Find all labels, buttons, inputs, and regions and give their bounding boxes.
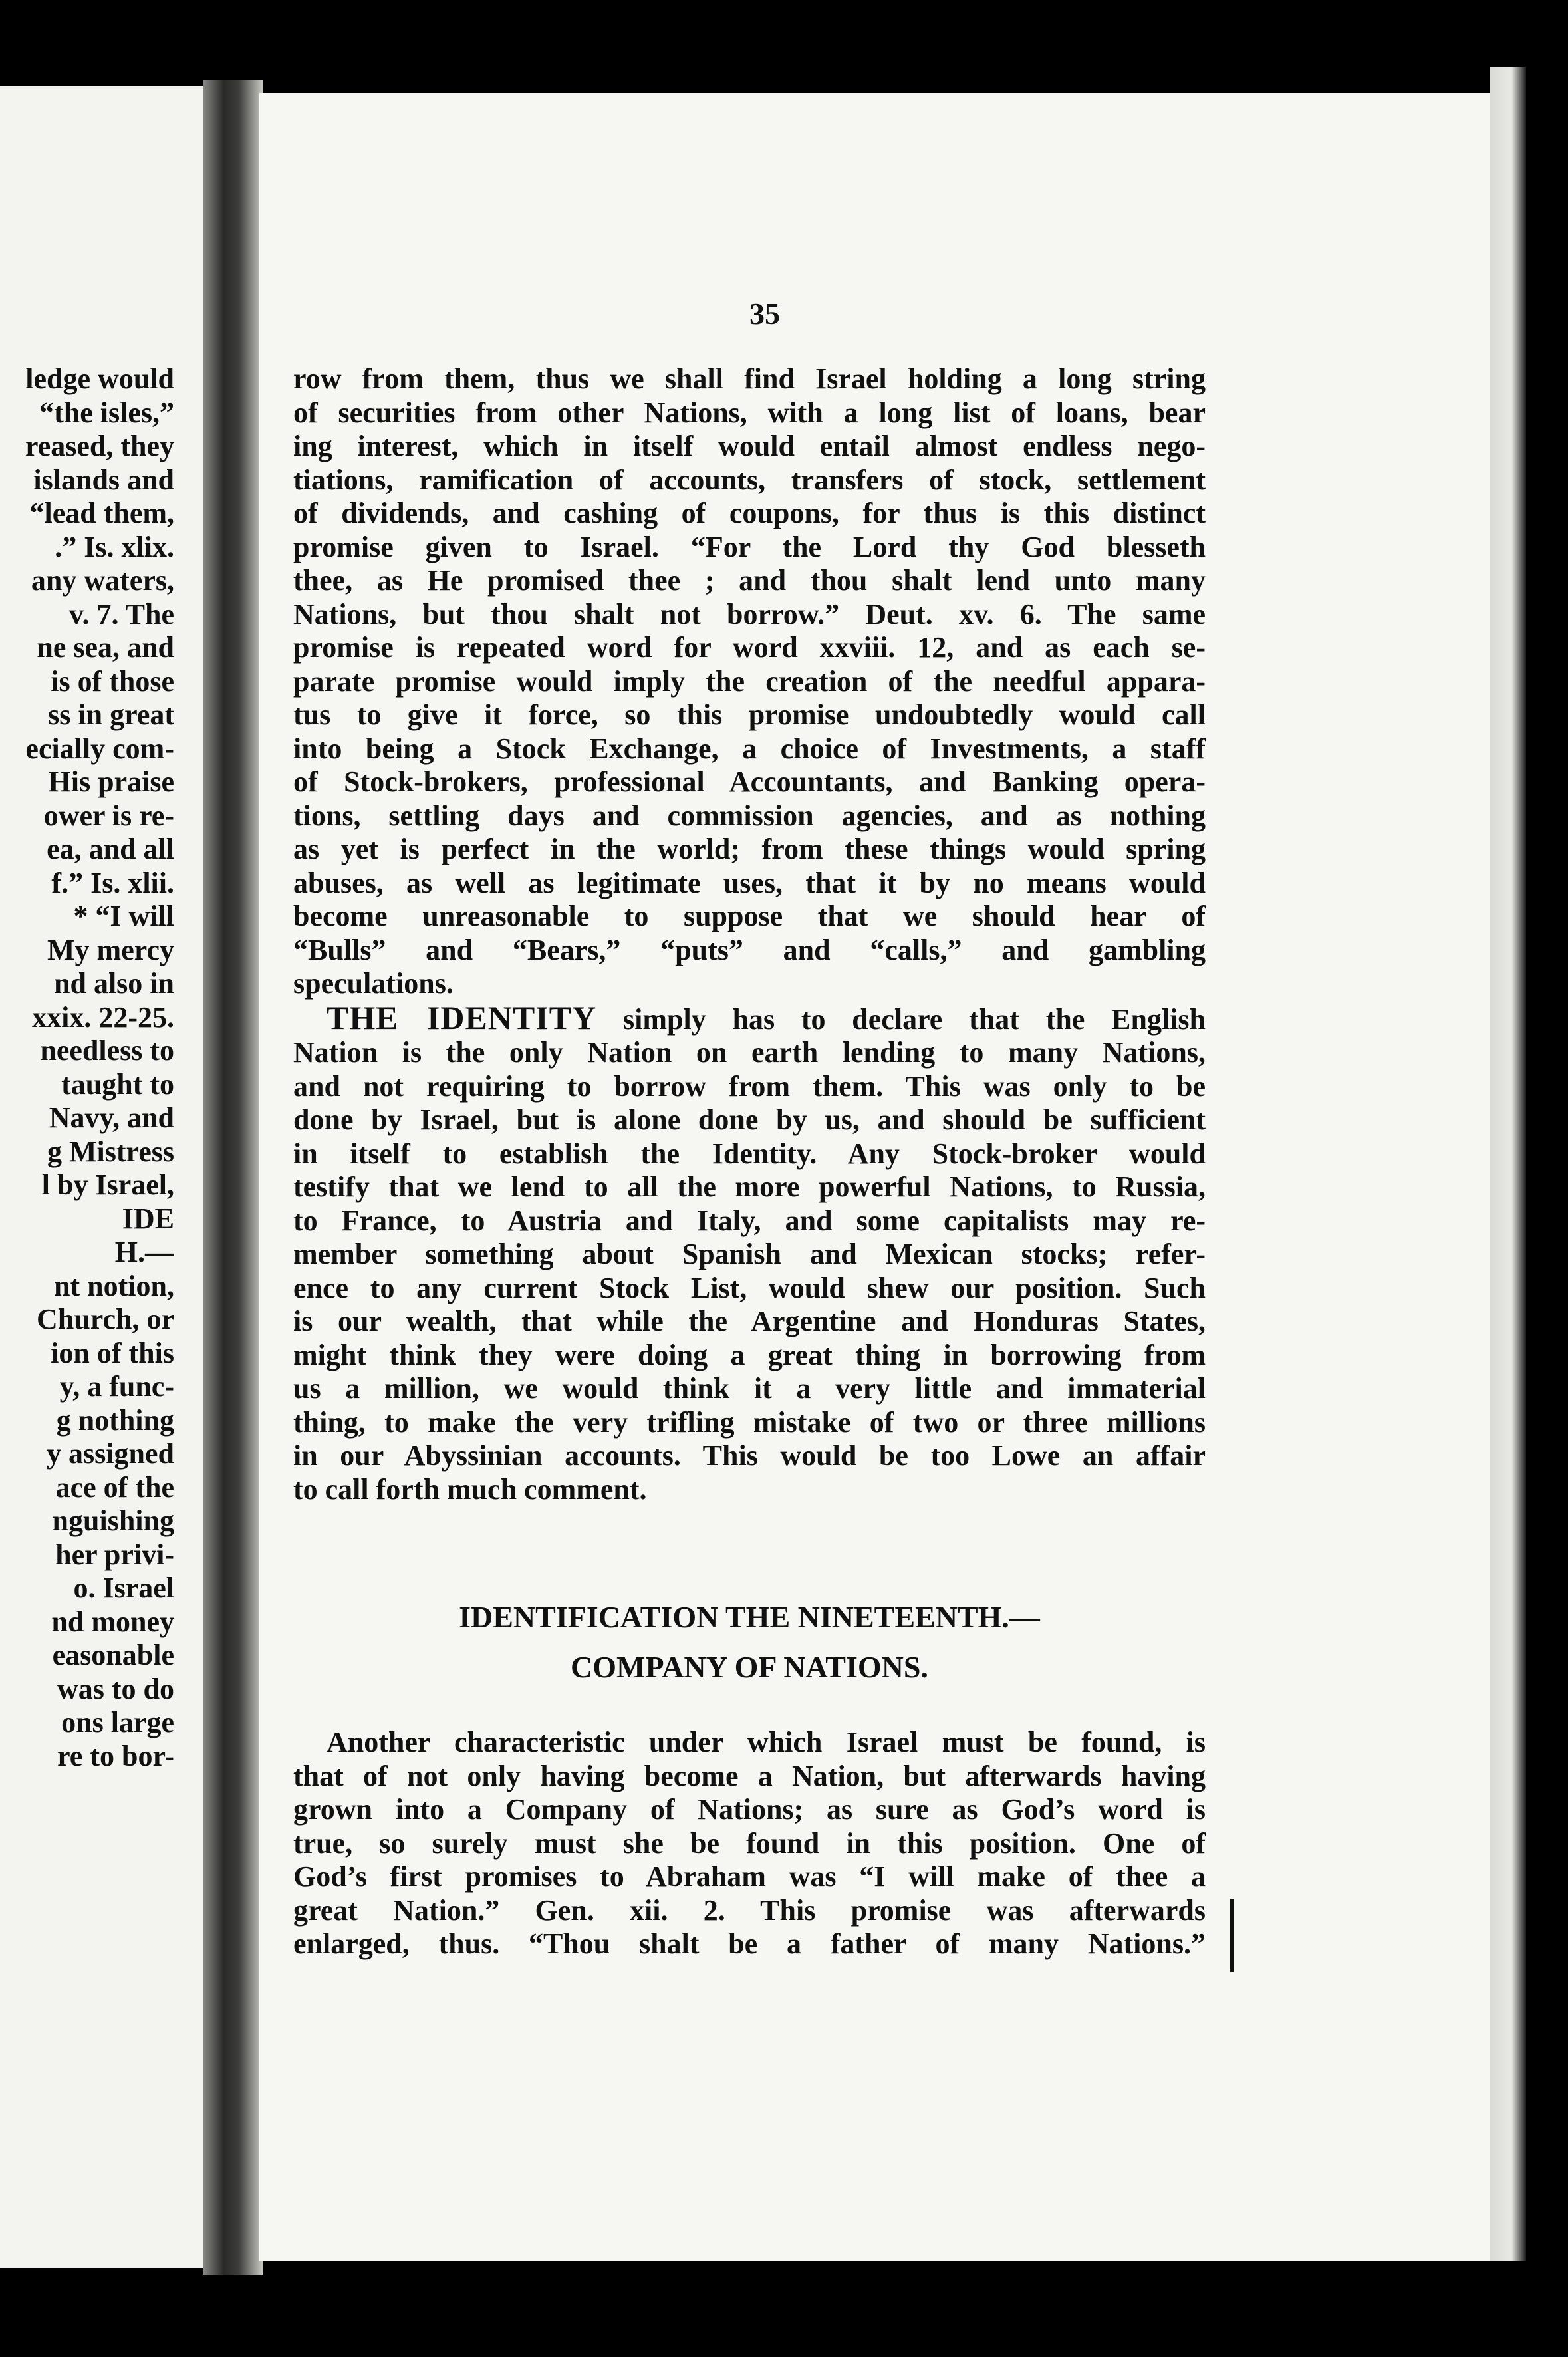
text-line: ea, and all (47, 833, 174, 865)
identity-lead-line (293, 1001, 1206, 1037)
text-line: to France, to Austria and Italy, and some capitalists may re- (293, 1204, 1206, 1237)
text-line: tus to give it force, so this promise undoubtedly would call (293, 698, 1206, 731)
text-line: y, a func- (59, 1370, 174, 1403)
text-line: ons large (61, 1706, 174, 1738)
text-line: ecially com- (25, 732, 174, 765)
text-line: g nothing (56, 1403, 174, 1437)
text-line: ne sea, and (37, 631, 174, 664)
text-line: of securities from other Nations, with a long list of loans, bear (293, 396, 1206, 429)
text-line: done by Israel, but is alone done by us, and should be sufficient (293, 1103, 1206, 1136)
text-line: is our wealth, that while the Argentine and Honduras States, (293, 1305, 1206, 1337)
text-line: y assigned (47, 1437, 174, 1470)
text-line: Church, or (37, 1303, 174, 1335)
text-line: reased, they (25, 430, 174, 462)
section-subheading: COMPANY OF NATIONS. (571, 1650, 928, 1684)
text-line: taught to (61, 1067, 174, 1101)
text-line: great Nation.” Gen. xii. 2. This promise was afterwards (293, 1893, 1206, 1927)
text-line: abuses, as well as legitimate uses, that it by no means would (293, 866, 1206, 899)
text-line: God’s first promises to Abraham was “I will make of thee a (293, 1860, 1206, 1893)
text-line: her privi- (55, 1538, 174, 1571)
margin-mark (1230, 1899, 1234, 1972)
company-of-nations-column (293, 1726, 1206, 1961)
text-line: H.— (114, 1236, 174, 1268)
text-line: IDE (122, 1202, 174, 1235)
text-line: of dividends, and cashing of coupons, for thus is this distinct (293, 497, 1206, 529)
text-line: l by Israel, (41, 1169, 174, 1201)
section-heading: IDENTIFICATION THE NINETEENTH.— (459, 1600, 1040, 1634)
text-line: Another characteristic under which Israel must be found, is (327, 1726, 1206, 1758)
text-line: ss in great (48, 698, 174, 731)
identity-lead: THE IDENTITY (327, 1000, 597, 1036)
text-line: nd money (51, 1605, 174, 1638)
text-line: parate promise would imply the creation of the needful appara- (293, 664, 1206, 698)
text-line: is of those (51, 664, 174, 698)
text-line: “lead them, (29, 497, 174, 529)
text-line: f.” Is. xlii. (51, 866, 174, 899)
text-line: tions, settling days and commission agencies, and as nothing (293, 799, 1206, 832)
text-line: My mercy (47, 933, 174, 966)
page-edge (1490, 67, 1526, 2261)
text-line: g Mistress (47, 1135, 174, 1168)
text-line: and not requiring to borrow from them. This was only to be (293, 1069, 1206, 1103)
text-line: that of not only having become a Nation, but afterwards having (293, 1759, 1206, 1792)
text-line: might think they were doing a great thing in borrowing from (293, 1338, 1206, 1371)
text-line: nguishing (52, 1504, 174, 1537)
text-line: ledge would (25, 362, 174, 395)
text-line: tiations, ramification of accounts, transfers of stock, settlement (293, 463, 1206, 496)
text-line: testify that we lend to all the more powerful Nations, to Russia, (293, 1171, 1206, 1203)
paragraph-identity (293, 1036, 1206, 1506)
text-line: Nation is the only Nation on earth lending to many Nations, (293, 1036, 1206, 1069)
text-line: become unreasonable to suppose that we should hear of (293, 900, 1206, 932)
text-line: Navy, and (49, 1101, 174, 1134)
text-line: nt notion, (54, 1269, 174, 1302)
text-line: xxix. 22-25. (32, 1000, 174, 1034)
identity-lead-rest: simply has to declare that the English (622, 1002, 1206, 1036)
text-line: was to do (57, 1672, 174, 1705)
main-text-column (293, 362, 1206, 1506)
text-line: easonable (52, 1639, 174, 1671)
text-line: speculations. (293, 967, 454, 1000)
text-line: promise is repeated word for word xxviii. 12, and as each se- (293, 631, 1206, 664)
text-line: row from them, thus we shall find Israel holding a long string (293, 362, 1206, 395)
text-line: ower is re- (43, 799, 174, 832)
text-line: ence to any current Stock List, would shew our position. Such (293, 1271, 1206, 1304)
text-line: * “I will (73, 900, 174, 932)
text-line: “Bulls” and “Bears,” “puts” and “calls,” and gambling (293, 933, 1206, 966)
text-line: promise given to Israel. “For the Lord thy God blesseth (293, 530, 1206, 563)
text-line: needless to (40, 1034, 174, 1067)
left-page-column (0, 362, 174, 1773)
text-line: in our Abyssinian accounts. This would be too Lowe an affair (293, 1439, 1206, 1472)
text-line: as yet is perfect in the world; from these things would spring (293, 833, 1206, 865)
text-line: Nations, but thou shalt not borrow.” Deut. xv. 6. The same (293, 597, 1206, 630)
text-line: thing, to make the very trifling mistake of two or three millions (293, 1405, 1206, 1439)
text-line: enlarged, thus. “Thou shalt be a father of many Nations.” (293, 1927, 1206, 1960)
text-line: o. Israel (73, 1572, 174, 1604)
text-line: islands and (33, 463, 174, 496)
paragraph-company-of-nations (293, 1726, 1206, 1961)
text-line: us a million, we would think it a very little and immaterial (293, 1372, 1206, 1405)
text-line: v. 7. The (68, 597, 174, 630)
text-line: .” Is. xlix. (55, 530, 174, 563)
text-line: ing interest, which in itself would entail almost endless nego- (293, 430, 1206, 462)
text-line: to call forth much comment. (293, 1472, 647, 1506)
text-line: member something about Spanish and Mexican stocks; refer- (293, 1238, 1206, 1270)
text-line: into being a Stock Exchange, a choice of Investments, a staff (293, 732, 1206, 765)
paragraph-stock-exchange (293, 362, 1206, 1001)
text-line: of Stock-brokers, professional Accountants, and Banking opera- (293, 765, 1206, 798)
book-gutter (203, 80, 263, 2275)
text-line: ace of the (55, 1470, 174, 1504)
text-line: “the isles,” (39, 396, 174, 429)
text-line: grown into a Company of Nations; as sure as God’s word is (293, 1793, 1206, 1826)
text-line: ion of this (51, 1336, 174, 1369)
text-line: true, so surely must she be found in this position. One of (293, 1826, 1206, 1860)
text-line: nd also in (54, 967, 174, 1000)
text-line: re to bor- (57, 1739, 174, 1772)
text-line: thee, as He promised thee ; and thou shalt lend unto many (293, 564, 1206, 597)
page-number: 35 (749, 297, 780, 331)
text-line: His praise (48, 765, 174, 798)
text-line: any waters, (31, 564, 174, 597)
text-line: in itself to establish the Identity. Any Stock-broker would (293, 1137, 1206, 1170)
